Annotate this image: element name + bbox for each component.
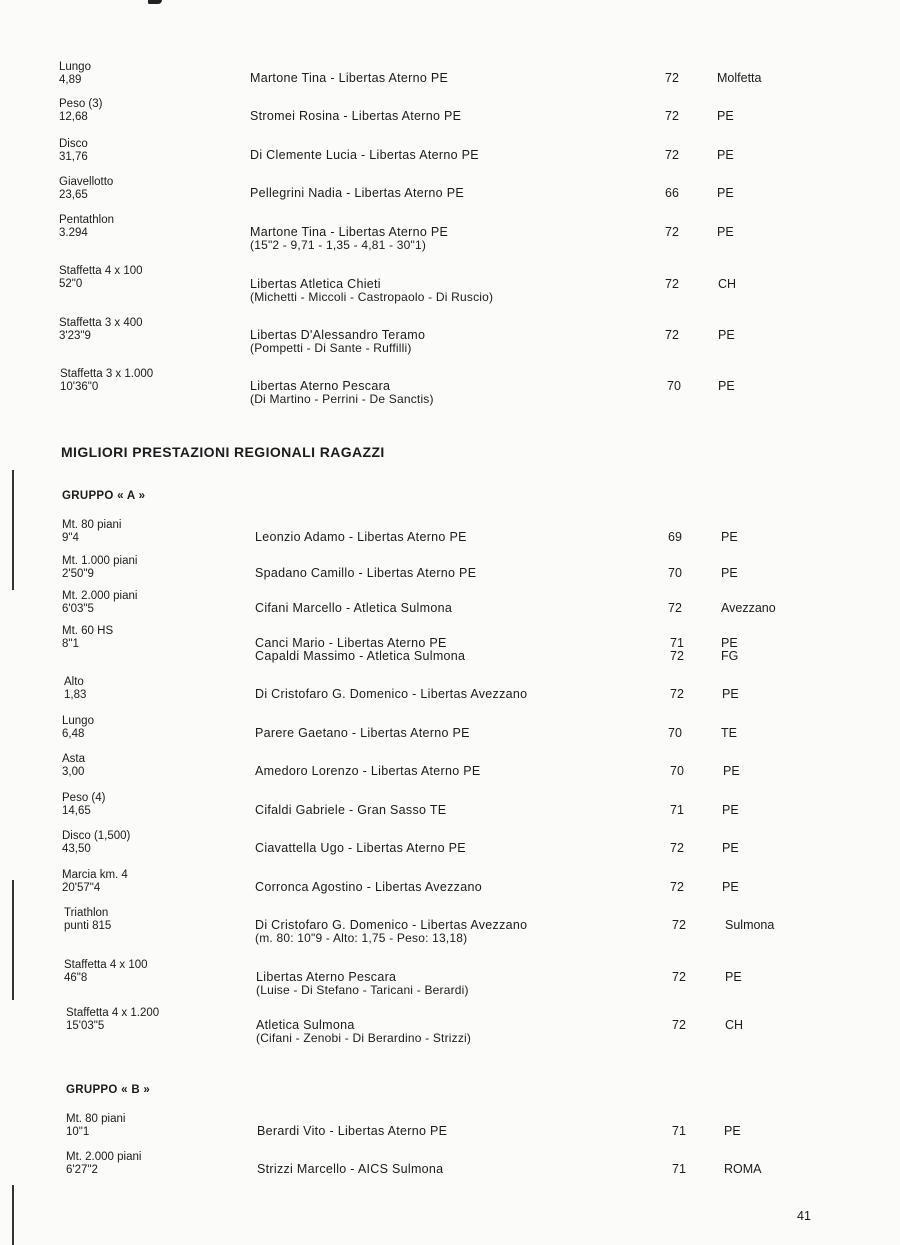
year: 72 [665,148,679,162]
record-value: 46"8 [64,972,88,984]
year: 72 [672,1018,686,1032]
place: Sulmona [725,918,775,932]
athlete: Cifaldi Gabriele - Gran Sasso TE [255,803,447,817]
athlete: Canci Mario - Libertas Aterno PE [255,636,447,650]
athlete-detail: (Pompetti - Di Sante - Ruffilli) [250,341,412,355]
athlete: Pellegrini Nadia - Libertas Aterno PE [250,186,464,200]
place: PE [724,1124,741,1138]
place-second: FG [721,649,739,663]
event-label: Peso (4) [62,792,106,804]
year: 72 [670,687,684,701]
scan-edge-line [12,1185,14,1245]
record-value: 6'27"2 [66,1164,98,1176]
scan-edge-line [12,880,14,1000]
athlete-detail: (15"2 - 9,71 - 1,35 - 4,81 - 30"1) [250,238,427,252]
place: PE [725,970,742,984]
event-label: Pentathlon [59,214,114,226]
year: 70 [668,726,682,740]
place: PE [723,764,740,778]
event-label: Disco (1,500) [62,830,131,842]
athlete: Leonzio Adamo - Libertas Aterno PE [255,530,467,544]
record-value: 15'03"5 [66,1020,105,1032]
place: ROMA [724,1162,762,1176]
athlete: Di Cristofaro G. Domenico - Libertas Avezzano [255,918,528,932]
record-value: 6,48 [62,728,85,740]
scan-edge-line [12,470,14,590]
record-value: 4,89 [59,74,82,86]
athlete: Martone Tina - Libertas Aterno PE [250,225,449,239]
athlete: Spadano Camillo - Libertas Aterno PE [255,566,477,580]
place: PE [717,109,734,123]
athlete-second: Capaldi Massimo - Atletica Sulmona [255,649,466,663]
page-number: 41 [797,1209,811,1223]
event-label: Mt. 80 piani [66,1113,126,1125]
event-label: Alto [64,676,84,688]
record-value: 10"1 [66,1126,90,1138]
athlete-detail: (Di Martino - Perrini - De Sanctis) [250,392,434,406]
event-label: Lungo [62,715,94,727]
record-value: 8"1 [62,638,79,650]
record-value: 2'50"9 [62,568,94,580]
record-value: 10'36"0 [60,381,99,393]
event-label: Mt. 80 piani [62,519,122,531]
athlete: Corronca Agostino - Libertas Avezzano [255,880,482,894]
year: 72 [665,277,679,291]
record-value: 1,83 [64,689,87,701]
event-label: Mt. 2.000 piani [66,1151,142,1163]
place: PE [717,225,734,239]
event-label: Giavellotto [59,176,114,188]
place: Molfetta [717,71,762,85]
athlete: Berardi Vito - Libertas Aterno PE [257,1124,448,1138]
year: 71 [670,636,684,650]
year: 72 [665,328,679,342]
athlete-detail: (m. 80: 10"9 - Alto: 1,75 - Peso: 13,18) [255,931,468,945]
year: 72 [668,601,682,615]
event-label: Disco [59,138,88,150]
year: 66 [665,186,679,200]
record-value: 14,65 [62,805,91,817]
event-label: Staffetta 4 x 1.200 [66,1007,160,1019]
event-label: Mt. 1.000 piani [62,555,138,567]
year: 70 [667,379,681,393]
record-value: punti 815 [64,920,112,932]
place: PE [718,379,735,393]
event-label: Lungo [59,61,91,73]
athlete: Cifani Marcello - Atletica Sulmona [255,601,453,615]
place: PE [718,328,735,342]
place: PE [722,880,739,894]
place: PE [722,803,739,817]
year: 72 [665,225,679,239]
athlete: Libertas D'Alessandro Teramo [250,328,426,342]
event-label: Triathlon [64,907,109,919]
athlete-detail: (Cifani - Zenobi - Di Berardino - Strizzi) [256,1031,472,1045]
athlete: Di Clemente Lucia - Libertas Aterno PE [250,148,479,162]
event-label: Staffetta 4 x 100 [59,265,143,277]
year: 72 [672,970,686,984]
year: 72 [672,918,686,932]
year-second: 72 [670,649,684,663]
year: 72 [670,841,684,855]
place: Avezzano [721,601,776,615]
place: PE [722,687,739,701]
record-value: 12,68 [59,111,88,123]
place: PE [717,186,734,200]
athlete: Libertas Aterno Pescara [256,970,397,984]
athlete: Strizzi Marcello - AICS Sulmona [257,1162,444,1176]
record-value: 20'57"4 [62,882,101,894]
place: CH [725,1018,744,1032]
athlete: Ciavattella Ugo - Libertas Aterno PE [255,841,466,855]
record-value: 3.294 [59,227,88,239]
event-label: Mt. 2.000 piani [62,590,138,602]
event-label: Peso (3) [59,98,103,110]
place: PE [721,636,738,650]
athlete: Parere Gaetano - Libertas Aterno PE [255,726,470,740]
athlete: Libertas Atletica Chieti [250,277,381,291]
section-heading: MIGLIORI PRESTAZIONI REGIONALI RAGAZZI [61,444,385,460]
athlete: Martone Tina - Libertas Aterno PE [250,71,449,85]
athlete: Amedoro Lorenzo - Libertas Aterno PE [255,764,481,778]
place: TE [721,726,737,740]
place: PE [722,841,739,855]
year: 71 [672,1162,686,1176]
athlete: Di Cristofaro G. Domenico - Libertas Avezzano [255,687,528,701]
group-b-title: GRUPPO « B » [66,1084,151,1096]
place: PE [721,566,738,580]
athlete: Stromei Rosina - Libertas Aterno PE [250,109,462,123]
record-value: 3'23"9 [59,330,91,342]
athlete: Atletica Sulmona [256,1018,355,1032]
place: PE [721,530,738,544]
athlete: Libertas Aterno Pescara [250,379,391,393]
record-value: 9"4 [62,532,79,544]
event-label: Staffetta 4 x 100 [64,959,148,971]
group-a-title: GRUPPO « A » [62,490,146,502]
record-value: 43,50 [62,843,91,855]
event-label: Mt. 60 HS [62,625,114,637]
year: 71 [670,803,684,817]
event-label: Marcia km. 4 [62,869,128,881]
athlete-detail: (Michetti - Miccoli - Castropaolo - Di Ruscio) [250,290,494,304]
event-label: Staffetta 3 x 400 [59,317,143,329]
scan-mark [148,0,162,4]
record-value: 3,00 [62,766,85,778]
year: 70 [670,764,684,778]
year: 70 [668,566,682,580]
year: 71 [672,1124,686,1138]
place: PE [717,148,734,162]
record-value: 23,65 [59,189,88,201]
record-value: 31,76 [59,151,88,163]
record-value: 52"0 [59,278,83,290]
event-label: Asta [62,753,86,765]
place: CH [718,277,737,291]
year: 72 [665,109,679,123]
year: 72 [670,880,684,894]
record-value: 6'03"5 [62,603,94,615]
event-label: Staffetta 3 x 1.000 [60,368,154,380]
year: 72 [665,71,679,85]
year: 69 [668,530,682,544]
athlete-detail: (Luise - Di Stefano - Taricani - Berardi) [256,983,469,997]
